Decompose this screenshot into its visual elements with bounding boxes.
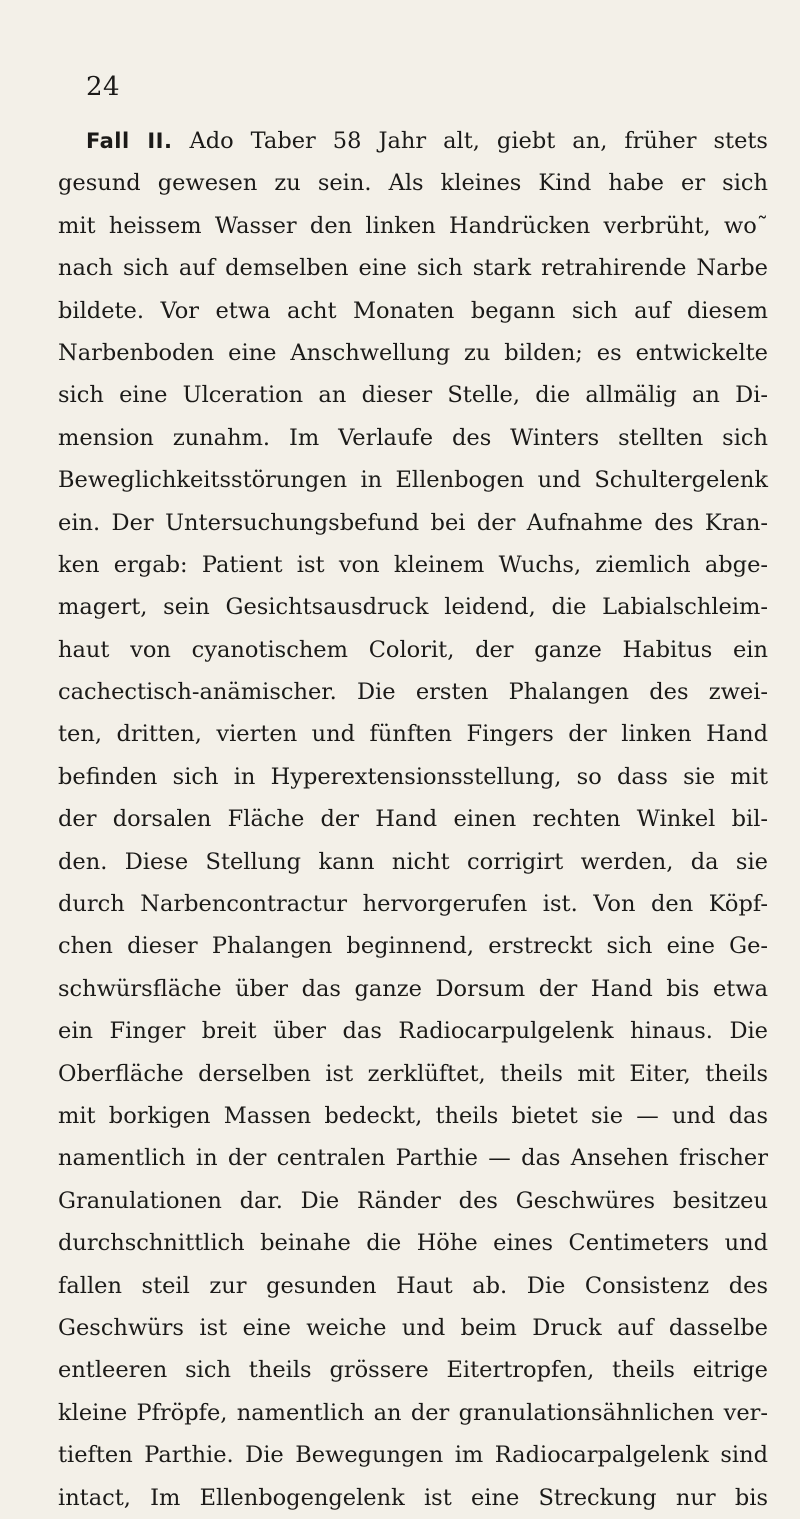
text-line: fallen steil zur gesunden Haut ab. Die Consistenz des bbox=[58, 1272, 768, 1299]
text-line: gesund gewesen zu sein. Als kleines Kind habe er sich bbox=[58, 170, 768, 197]
text-line: haut von cyanotischem Colorit, der ganze Habitus ein bbox=[58, 636, 768, 663]
text-line: den. Diese Stellung kann nicht corrigirt werden, da sie bbox=[58, 848, 768, 875]
text-line: Granulationen dar. Die Ränder des Geschwüres besitzeu bbox=[58, 1187, 768, 1214]
text-line: Narbenboden eine Anschwellung zu bilden; es entwickelte bbox=[58, 339, 768, 366]
text-line: tieften Parthie. Die Bewegungen im Radiocarpalgelenk sind bbox=[58, 1442, 768, 1469]
text-line: der dorsalen Fläche der Hand einen rechten Winkel bil- bbox=[58, 806, 768, 833]
text-line: ein. Der Untersuchungsbefund bei der Aufnahme des Kran- bbox=[58, 509, 768, 536]
text-line: namentlich in der centralen Parthie — das Ansehen frischer bbox=[58, 1145, 768, 1172]
text-line: befinden sich in Hyperextensionsstellung, so dass sie mit bbox=[58, 763, 768, 790]
case-report-paragraph bbox=[58, 120, 768, 1519]
case-label: Fall II. bbox=[86, 129, 173, 153]
text-line: kleine Pfröpfe, namentlich an der granulationsähnlichen ver- bbox=[58, 1399, 768, 1426]
text-line: sich eine Ulceration an dieser Stelle, die allmälig an Di- bbox=[58, 382, 768, 409]
text-line: Oberfläche derselben ist zerklüftet, theils mit Eiter, theils bbox=[58, 1060, 768, 1087]
text-line: mit borkigen Massen bedeckt, theils bietet sie — und das bbox=[58, 1102, 768, 1129]
text-line: magert, sein Gesichtsausdruck leidend, die Labialschleim- bbox=[58, 594, 768, 621]
text-line-content: Ado Taber 58 Jahr alt, giebt an, früher stets bbox=[172, 128, 768, 154]
text-line bbox=[58, 120, 768, 162]
text-line: entleeren sich theils grössere Eitertropfen, theils eitrige bbox=[58, 1357, 768, 1384]
text-line: mit heissem Wasser den linken Handrücken verbrüht, wo˜ bbox=[58, 212, 768, 239]
text-line: chen dieser Phalangen beginnend, erstreckt sich eine Ge- bbox=[58, 933, 768, 960]
text-line: Beweglichkeitsstörungen in Ellenbogen und Schultergelenk bbox=[58, 467, 768, 494]
text-line: schwürsfläche über das ganze Dorsum der Hand bis etwa bbox=[58, 975, 768, 1002]
text-line: durch Narbencontractur hervorgerufen ist. Von den Köpf- bbox=[58, 891, 768, 918]
text-line: bildete. Vor etwa acht Monaten begann sich auf diesem bbox=[58, 297, 768, 324]
text-line: ein Finger breit über das Radiocarpulgelenk hinaus. Die bbox=[58, 1018, 768, 1045]
text-line: nach sich auf demselben eine sich stark retrahirende Narbe bbox=[58, 255, 768, 282]
text-line: ken ergab: Patient ist von kleinem Wuchs, ziemlich abge- bbox=[58, 551, 768, 578]
text-line: intact, Im Ellenbogengelenk ist eine Streckung nur bis bbox=[58, 1484, 768, 1511]
text-line: mension zunahm. Im Verlaufe des Winters stellten sich bbox=[58, 424, 768, 451]
text-line: durchschnittlich beinahe die Höhe eines Centimeters und bbox=[58, 1230, 768, 1257]
text-line: ten, dritten, vierten und fünften Fingers der linken Hand bbox=[58, 721, 768, 748]
text-line: Geschwürs ist eine weiche und beim Druck auf dasselbe bbox=[58, 1314, 768, 1341]
page-number: 24 bbox=[86, 72, 121, 102]
text-line: cachectisch-anämischer. Die ersten Phalangen des zwei- bbox=[58, 679, 768, 706]
